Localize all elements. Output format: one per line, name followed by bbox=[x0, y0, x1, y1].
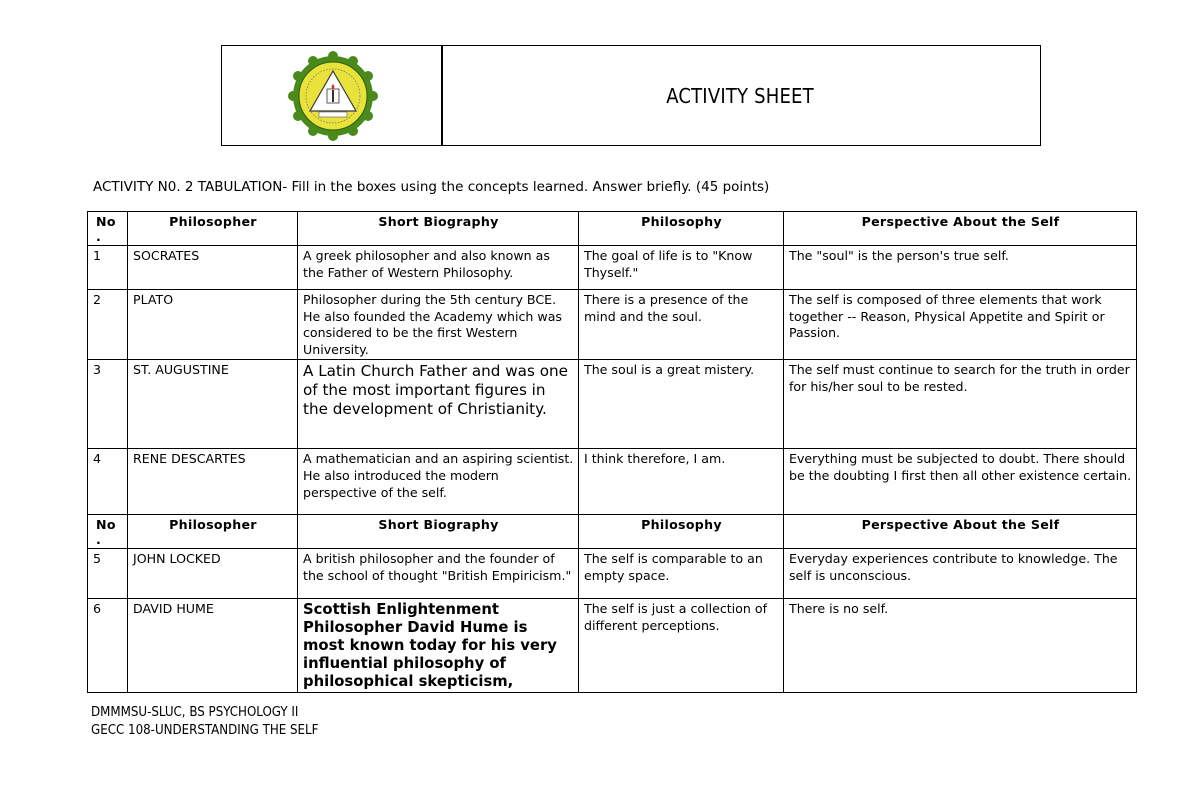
header-perspective: Perspective About the Self bbox=[784, 515, 1137, 549]
activity-instructions: ACTIVITY N0. 2 TABULATION- Fill in the boxes using the concepts learned. Answer briefly. (45 points) bbox=[93, 179, 770, 195]
philosophy-cell: The goal of life is to "Know Thyself." bbox=[579, 246, 784, 290]
header-row bbox=[88, 212, 1137, 246]
philosophy-cell: I think therefore, I am. bbox=[579, 449, 784, 515]
header-philosophy: Philosophy bbox=[579, 515, 784, 549]
row-number: 6 bbox=[88, 599, 128, 693]
header-perspective: Perspective About the Self bbox=[784, 212, 1137, 246]
philosophy-cell: The self is comparable to an empty space. bbox=[579, 549, 784, 599]
row-number: 4 bbox=[88, 449, 128, 515]
header-no: No . bbox=[88, 515, 128, 549]
biography-cell: A mathematician and an aspiring scientist. He also introduced the modern perspective of the self. bbox=[298, 449, 579, 515]
philosophy-cell: The soul is a great mistery. bbox=[579, 360, 784, 449]
biography-cell: A greek philosopher and also known as the Father of Western Philosophy. bbox=[298, 246, 579, 290]
philosopher-name: SOCRATES bbox=[128, 246, 298, 290]
row-number: 5 bbox=[88, 549, 128, 599]
biography-cell: Scottish Enlightenment Philosopher David Hume is most known today for his very influential philosophy of philosophical skepticism, bbox=[298, 599, 579, 693]
philosophers-table bbox=[87, 211, 1137, 693]
header-philosopher: Philosopher bbox=[128, 212, 298, 246]
header-row-repeat bbox=[88, 515, 1137, 549]
university-seal-icon bbox=[286, 51, 380, 141]
row-number: 2 bbox=[88, 290, 128, 360]
header-box bbox=[221, 45, 1041, 146]
perspective-cell: The self is composed of three elements that work together -- Reason, Physical Appetite and Spirit or Passion. bbox=[784, 290, 1137, 360]
header-philosopher: Philosopher bbox=[128, 515, 298, 549]
table-row bbox=[88, 549, 1137, 599]
footer bbox=[91, 704, 319, 740]
philosopher-name: ST. AUGUSTINE bbox=[128, 360, 298, 449]
footer-course: GECC 108-UNDERSTANDING THE SELF bbox=[91, 723, 319, 738]
philosopher-name: PLATO bbox=[128, 290, 298, 360]
table-row bbox=[88, 449, 1137, 515]
row-number: 1 bbox=[88, 246, 128, 290]
sheet-title: ACTIVITY SHEET bbox=[666, 83, 814, 108]
philosopher-name: JOHN LOCKED bbox=[128, 549, 298, 599]
biography-cell: A Latin Church Father and was one of the most important figures in the development of Christianity. bbox=[298, 360, 579, 449]
perspective-cell: Everyday experiences contribute to knowledge. The self is unconscious. bbox=[784, 549, 1137, 599]
biography-cell: Philosopher during the 5th century BCE. He also founded the Academy which was considered to be the first Western University. bbox=[298, 290, 579, 360]
row-number: 3 bbox=[88, 360, 128, 449]
header-biography: Short Biography bbox=[298, 212, 579, 246]
perspective-cell: The "soul" is the person's true self. bbox=[784, 246, 1137, 290]
header-no: No . bbox=[88, 212, 128, 246]
philosopher-name: DAVID HUME bbox=[128, 599, 298, 693]
philosophy-cell: There is a presence of the mind and the soul. bbox=[579, 290, 784, 360]
philosopher-name: RENE DESCARTES bbox=[128, 449, 298, 515]
header-philosophy: Philosophy bbox=[579, 212, 784, 246]
header-biography: Short Biography bbox=[298, 515, 579, 549]
biography-cell: A british philosopher and the founder of the school of thought "British Empiricism." bbox=[298, 549, 579, 599]
footer-institution: DMMMSU-SLUC, BS PSYCHOLOGY II bbox=[91, 705, 299, 720]
perspective-cell: Everything must be subjected to doubt. There should be the doubting I first then all other existence certain. bbox=[784, 449, 1137, 515]
perspective-cell: The self must continue to search for the truth in order for his/her soul to be rested. bbox=[784, 360, 1137, 449]
table-row bbox=[88, 290, 1137, 360]
table-row bbox=[88, 246, 1137, 290]
philosophy-cell: The self is just a collection of different perceptions. bbox=[579, 599, 784, 693]
perspective-cell: There is no self. bbox=[784, 599, 1137, 693]
table-row bbox=[88, 360, 1137, 449]
table-row bbox=[88, 599, 1137, 693]
